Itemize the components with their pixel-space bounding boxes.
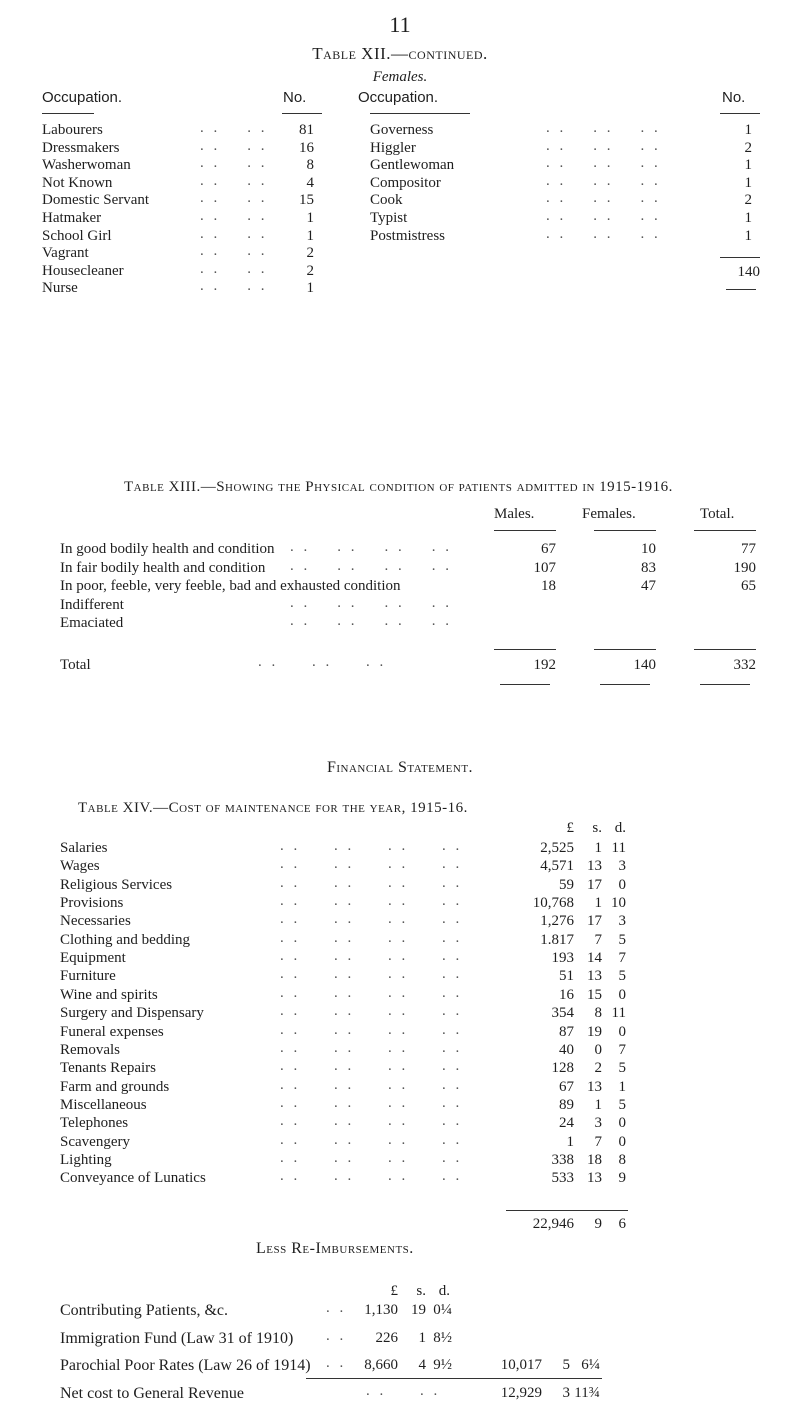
currency-header-shillings: s. (592, 820, 602, 836)
table14-item-pounds: 10,768 (532, 895, 574, 912)
reimb-total-pence: 6¼ (581, 1357, 600, 1373)
table12-left-no: 4 (306, 174, 314, 191)
table14-item-pence: 5 (618, 968, 626, 985)
table12-right-dots: . . . . . . (546, 155, 661, 172)
table12-left-no: 16 (299, 139, 314, 156)
table12-right-occupation: Higgler (370, 139, 416, 156)
table14-item-pounds: 338 (551, 1151, 574, 1168)
table14-item-dots: . . . . . . . . (280, 1094, 463, 1111)
table12-right-occupation: Cook (370, 192, 403, 209)
table14-item-label: Lighting (60, 1151, 112, 1168)
table12-header-no-right: No. (722, 89, 746, 106)
table14-item-pence: 5 (618, 1060, 626, 1077)
reimb-pounds: 226 (375, 1329, 398, 1346)
table12-left-dots: . . . . (200, 260, 268, 277)
table14-item-label: Furniture (60, 968, 116, 985)
table12-left-dots: . . . . (200, 208, 268, 224)
table12-total: 140 (737, 264, 760, 280)
table12-right-dots: . . . . . . (546, 225, 661, 242)
table12-right-occupation: Postmistress (370, 227, 446, 244)
table12-right-dots: . . . . . . (546, 208, 661, 224)
table12-left-dots: . . . . (200, 137, 268, 154)
table14-item-shillings: 2 (594, 1060, 602, 1077)
table13-row-total: 77 (741, 541, 756, 557)
table14-item-pounds: 24 (559, 1115, 574, 1132)
table14-item-label: Clothing and bedding (60, 931, 190, 948)
table14-item-pence: 0 (618, 876, 626, 893)
table14-item-label: Miscellaneous (60, 1096, 147, 1113)
reimb-dots: . . (326, 1355, 347, 1371)
table12-right-no: 1 (744, 210, 752, 226)
net-cost-dots: . . . . (366, 1383, 441, 1399)
table12-right-occupation: Governess (370, 122, 434, 138)
table12-left-occupation: Washerwoman (42, 157, 131, 174)
table14-item-pounds: 1.817 (540, 931, 574, 948)
table13-row-label: In poor, feeble, very feeble, bad and exhausted condition (60, 578, 401, 595)
table12-left-occupation: Labourers (42, 122, 103, 138)
table13-header-females: Females. (582, 506, 636, 522)
reimb-label: Contributing Patients, &c. (60, 1302, 228, 1319)
table14-total-shillings: 9 (594, 1216, 602, 1232)
table13-total-rule-top-females (594, 649, 656, 650)
table14-item-pounds: 51 (559, 968, 574, 985)
table14-item-label: Scavengery (60, 1133, 130, 1150)
currency-header-pence: d. (614, 820, 626, 836)
table12-right-no: 1 (744, 227, 752, 244)
table14-item-pence: 7 (618, 1041, 626, 1058)
table14-item-dots: . . . . . . . . (280, 966, 463, 983)
table13-row-label: Indifferent (60, 596, 124, 613)
table14-item-shillings: 14 (587, 950, 602, 967)
reimb-dots: . . (326, 1300, 347, 1316)
table14-item-shillings: 1 (594, 1096, 602, 1113)
table12-right-occupation: Gentlewoman (370, 157, 455, 174)
table14-item-pounds: 1 (566, 1133, 574, 1150)
table14-item-dots: . . . . . . . . (280, 1021, 463, 1038)
table14-item-pounds: 16 (559, 986, 574, 1003)
table13-total-rule-top-males (494, 649, 556, 650)
table13-row-dots: . . . . . . . . (290, 557, 452, 574)
table12-right-dots: . . . . . . (546, 120, 661, 136)
table12-left-dots: . . . . (200, 225, 268, 242)
table13-row-females: 47 (641, 578, 656, 595)
table13-title: Table XIII.—Showing the Physical condition of patients admitted in 1915-1916. (124, 479, 673, 495)
table13-total-rule-top-total (694, 649, 756, 650)
table12-right-no: 1 (744, 174, 752, 191)
table13-header-males: Males. (494, 506, 535, 522)
table14-total-pence: 6 (618, 1216, 626, 1232)
table12-left-occupation: Vagrant (42, 245, 89, 262)
table14-item-label: Removals (60, 1041, 120, 1058)
table12-header-no-left: No. (283, 89, 307, 106)
table14-item-pounds: 354 (551, 1005, 574, 1022)
page-number: 11 (389, 12, 411, 37)
table14-item-pounds: 40 (559, 1041, 574, 1058)
table14-item-label: Provisions (60, 895, 124, 912)
net-cost-label: Net cost to General Revenue (60, 1385, 244, 1402)
table13-row-dots: . . . . . . . . (290, 613, 452, 630)
reimb-total-shillings: 5 (562, 1357, 570, 1373)
table12-left-no: 81 (299, 122, 314, 138)
table12-left-occupation: Dressmakers (42, 139, 120, 156)
table14-item-dots: . . . . . . . . (280, 1039, 463, 1056)
table13-row-dots: . . . . . . . . (290, 539, 452, 555)
reimb-currency-header-shillings: s. (416, 1283, 426, 1299)
table14-total-pounds: 22,946 (532, 1216, 574, 1232)
table14-title: Table XIV.—Cost of maintenance for the year, 1915-16. (78, 800, 468, 816)
table14-item-label: Wine and spirits (60, 986, 158, 1003)
table12-right-no: 2 (744, 139, 752, 156)
table13-row-label: In good bodily health and condition (60, 541, 275, 557)
table13-total-rule-bottom-total (700, 684, 750, 685)
table13-row-females: 83 (641, 559, 656, 576)
table14-item-pence: 0 (618, 1133, 626, 1150)
table13-row-label: Emaciated (60, 615, 124, 632)
reimb-pence: 8½ (433, 1329, 452, 1346)
table13-header-rule-males (494, 530, 556, 531)
table13-total-total: 332 (733, 657, 756, 673)
table14-item-shillings: 13 (587, 1170, 602, 1187)
table12-left-occupation: School Girl (42, 227, 112, 244)
table14-item-pounds: 4,571 (540, 858, 574, 875)
table12-left-no: 1 (306, 227, 314, 244)
table14-item-dots: . . . . . . . . (280, 1149, 463, 1166)
table14-item-label: Conveyance of Lunatics (60, 1170, 206, 1187)
table14-item-dots: . . . . . . . . (280, 911, 463, 928)
table14-item-pence: 11 (611, 840, 626, 856)
table14-item-pence: 0 (618, 1023, 626, 1040)
net-cost-pounds: 12,929 (500, 1385, 542, 1401)
table12-left-no: 8 (306, 157, 314, 174)
table13-total-label: Total (60, 657, 91, 673)
table14-item-shillings: 17 (587, 876, 602, 893)
table14-item-pence: 7 (618, 950, 626, 967)
reimb-dots: . . (326, 1327, 347, 1344)
table14-item-label: Farm and grounds (60, 1078, 170, 1095)
table14-item-pounds: 2,525 (540, 840, 574, 856)
table14-item-label: Equipment (60, 950, 126, 967)
table14-item-dots: . . . . . . . . (280, 984, 463, 1001)
table14-item-pounds: 1,276 (540, 913, 574, 930)
table12-right-occupation: Typist (370, 210, 408, 226)
table12-right-no: 1 (744, 157, 752, 174)
table12-left-no: 2 (306, 245, 314, 262)
table12-total-rule-top (720, 257, 760, 258)
table13-header-rule-total (694, 530, 756, 531)
table13-header-rule-females (594, 530, 656, 531)
table12-left-dots: . . . . (200, 278, 268, 295)
table13-row-total: 190 (733, 559, 756, 576)
table13-row-males: 107 (533, 559, 556, 576)
reimb-label: Immigration Fund (Law 31 of 1910) (60, 1329, 294, 1347)
table14-item-shillings: 1 (594, 840, 602, 856)
table14-item-dots: . . . . . . . . (280, 948, 463, 965)
table14-item-pounds: 533 (551, 1170, 574, 1187)
table14-item-dots: . . . . . . . . (280, 929, 463, 946)
table12-left-dots: . . . . (200, 155, 268, 172)
reimb-shillings: 1 (418, 1329, 426, 1346)
currency-header-pounds: £ (566, 820, 574, 836)
table12-left-no: 15 (299, 192, 314, 209)
table14-item-dots: . . . . . . . . (280, 1131, 463, 1148)
reimb-total-pounds: 10,017 (500, 1357, 542, 1373)
table12-left-no: 1 (306, 280, 314, 297)
table12-right-no: 1 (744, 122, 752, 138)
reimb-pence: 0¼ (433, 1302, 452, 1318)
table13-total-rule-bottom-males (500, 684, 550, 685)
table12-left-dots: . . . . (200, 243, 268, 260)
reimb-currency-header-pence: d. (438, 1283, 450, 1299)
table12-header-occupation-left: Occupation. (42, 89, 123, 106)
table14-item-shillings: 8 (594, 1005, 602, 1022)
table14-item-label: Wages (60, 858, 100, 875)
table13-total-females: 140 (633, 657, 656, 673)
table12-header-rule-right-occ (370, 113, 470, 114)
table14-item-dots: . . . . . . . . (280, 1168, 463, 1185)
table13-row-dots: . . . . . . . . (290, 594, 452, 611)
table12-left-dots: . . . . (200, 190, 268, 207)
table14-item-pounds: 59 (559, 876, 574, 893)
table14-item-dots: . . . . . . . . (280, 1113, 463, 1130)
table12-header-occupation-right: Occupation. (358, 89, 439, 106)
table14-item-pounds: 193 (551, 950, 574, 967)
table14-item-pounds: 87 (559, 1023, 574, 1040)
reimb-pounds: 8,660 (364, 1357, 398, 1373)
reimb-shillings: 4 (418, 1357, 426, 1373)
table14-item-pence: 5 (618, 931, 626, 948)
table14-item-shillings: 1 (594, 895, 602, 912)
table12-subtitle: Females. (372, 69, 428, 85)
table12-left-occupation: Hatmaker (42, 210, 102, 226)
table12-right-dots: . . . . . . (546, 137, 661, 154)
table12-left-no: 2 (306, 262, 314, 279)
table14-item-label: Surgery and Dispensary (60, 1005, 204, 1022)
table14-item-pence: 10 (611, 895, 626, 912)
table13-header-total: Total. (700, 506, 735, 522)
table13-total-males: 192 (533, 657, 556, 673)
table14-item-shillings: 13 (587, 1078, 602, 1095)
table13-row-males: 67 (541, 541, 556, 557)
table12-total-rule-bottom (726, 289, 756, 290)
table14-item-pence: 9 (618, 1170, 626, 1187)
table14-item-label: Tenants Repairs (60, 1060, 157, 1077)
table12-right-dots: . . . . . . (546, 190, 661, 207)
table14-item-shillings: 17 (587, 913, 602, 930)
reimbursements-heading: Less Re-Imbursements. (256, 1240, 414, 1257)
table12-left-dots: . . . . (200, 120, 268, 136)
table14-item-pounds: 89 (559, 1096, 574, 1113)
table12-right-occupation: Compositor (370, 174, 441, 191)
table13-total-rule-bottom-females (600, 684, 650, 685)
table12-right-no: 2 (744, 192, 752, 209)
table14-item-label: Religious Services (60, 876, 173, 893)
table12-left-occupation: Housecleaner (42, 262, 124, 279)
table14-item-dots: . . . . . . . . (280, 1003, 463, 1020)
table14-item-pence: 1 (618, 1078, 626, 1095)
financial-heading: Financial Statement. (326, 759, 474, 776)
table14-item-dots: . . . . . . . . (280, 1076, 463, 1093)
table14-item-dots: . . . . . . . . (280, 1058, 463, 1075)
table14-item-dots: . . . . . . . . (280, 838, 463, 854)
table13-total-dots: . . . . . . (258, 654, 387, 670)
table12-header-rule-right-no (720, 113, 760, 114)
table12-left-dots: . . . . (200, 172, 268, 189)
table14-item-dots: . . . . . . . . (280, 893, 463, 910)
reimb-label: Parochial Poor Rates (Law 26 of 1914) (60, 1357, 311, 1374)
reimb-currency-header-pounds: £ (390, 1283, 398, 1299)
table13-row-females: 10 (641, 541, 656, 557)
table14-item-pence: 3 (618, 858, 626, 875)
table14-item-label: Telephones (60, 1115, 129, 1132)
net-cost-shillings: 3 (562, 1385, 570, 1401)
table14-item-shillings: 13 (587, 858, 602, 875)
table12-header-rule-left-occ (42, 113, 94, 114)
reimb-pence: 9½ (433, 1357, 452, 1373)
net-cost-pence: 11¾ (574, 1385, 600, 1401)
table13-row-total: 65 (741, 578, 756, 595)
table14-item-shillings: 7 (594, 1133, 602, 1150)
table12-left-no: 1 (306, 210, 314, 226)
table12-left-occupation: Not Known (42, 174, 113, 191)
table14-item-shillings: 19 (587, 1023, 602, 1040)
table14-item-pounds: 128 (551, 1060, 574, 1077)
table14-item-shillings: 18 (587, 1151, 602, 1168)
reimb-shillings: 19 (411, 1302, 426, 1318)
table12-title: Table XII.—continued. (312, 44, 488, 63)
table14-item-pence: 5 (618, 1096, 626, 1113)
table13-row-males: 18 (541, 578, 556, 595)
table12-header-rule-left-no (282, 113, 322, 114)
table12-left-occupation: Nurse (42, 280, 78, 297)
table14-item-shillings: 3 (594, 1115, 602, 1132)
reimb-total-rule (306, 1378, 602, 1379)
table14-item-dots: . . . . . . . . (280, 874, 463, 891)
table14-total-rule (506, 1210, 628, 1211)
table14-item-shillings: 15 (587, 986, 602, 1003)
table14-item-pence: 11 (611, 1005, 626, 1022)
table14-item-shillings: 7 (594, 931, 602, 948)
table14-item-shillings: 0 (594, 1041, 602, 1058)
table14-item-pence: 3 (618, 913, 626, 930)
table12-left-occupation: Domestic Servant (42, 192, 150, 209)
table14-item-shillings: 13 (587, 968, 602, 985)
table14-item-pence: 0 (618, 1115, 626, 1132)
table14-item-label: Salaries (60, 840, 108, 856)
table13-row-label: In fair bodily health and condition (60, 559, 266, 576)
table12-right-dots: . . . . . . (546, 172, 661, 189)
table14-item-dots: . . . . . . . . (280, 856, 463, 873)
table14-item-pounds: 67 (559, 1078, 574, 1095)
table14-item-pence: 8 (618, 1151, 626, 1168)
table14-item-pence: 0 (618, 986, 626, 1003)
reimb-pounds: 1,130 (364, 1302, 398, 1318)
table14-item-label: Funeral expenses (60, 1023, 164, 1040)
table14-item-label: Necessaries (60, 913, 131, 930)
